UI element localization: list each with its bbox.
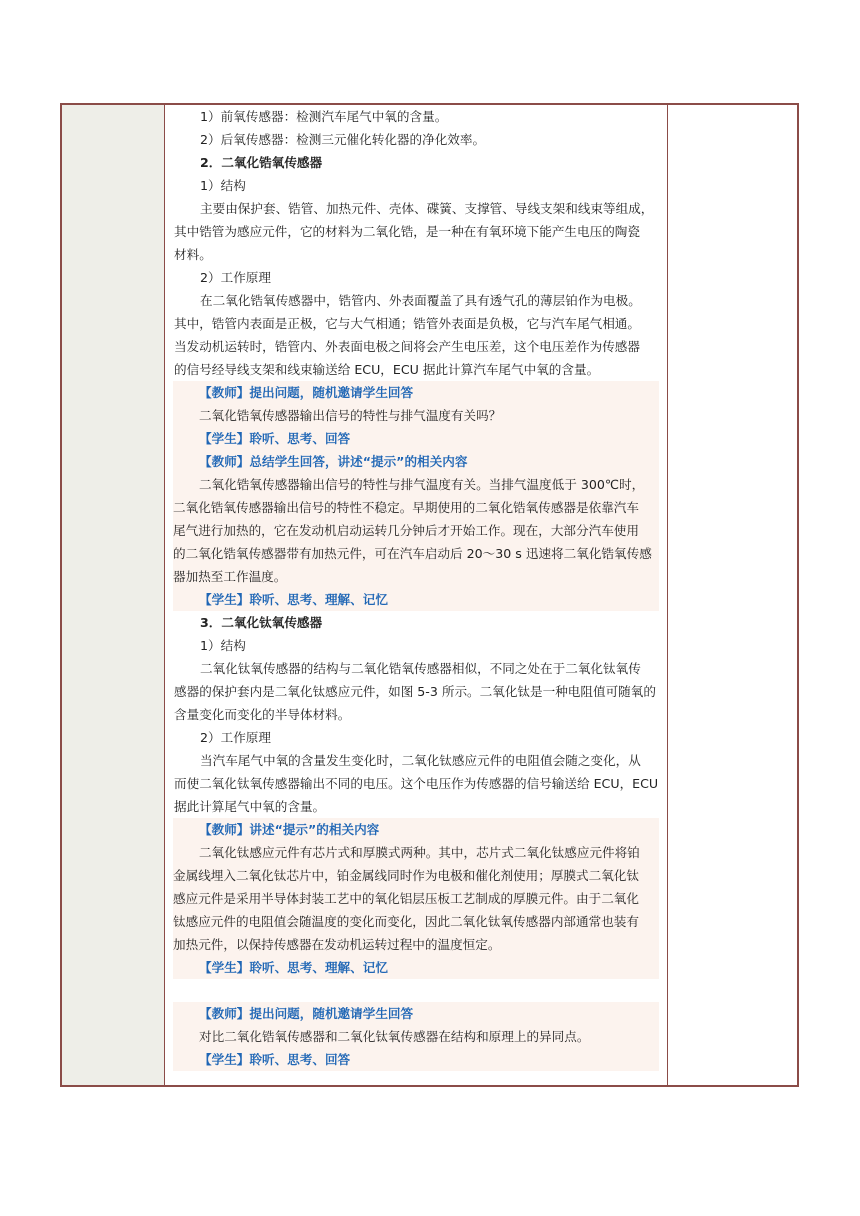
text-line: 二氧化钛氧传感器的结构与二氧化锆氧传感器相似，不同之处在于二氧化钛氧传 — [200, 661, 641, 676]
teacher-block — [173, 1002, 659, 1071]
text-line: 而使二氧化钛氧传感器输出不同的电压。这个电压作为传感器的信号输送给 ECU，ECU — [174, 776, 659, 791]
text-line: 主要由保护套、锆管、加热元件、壳体、碟簧、支撑管、导线支架和线束等组成， — [200, 201, 654, 216]
text-line: 金属线埋入二氧化钛芯片中，铂金属线同时作为电极和催化剂使用；厚膜式二氧化钛 — [173, 868, 639, 883]
teacher-label: 【教师】提出问题，随机邀请学生回答 — [199, 1006, 414, 1021]
student-label: 【学生】聆听、思考、回答 — [199, 431, 351, 446]
subheading: 1）结构 — [200, 178, 246, 193]
text-line: 其中锆管为感应元件，它的材料为二氧化锆，是一种在有氧环境下能产生电压的陶瓷 — [174, 224, 640, 239]
student-label: 【学生】聆听、思考、理解、记忆 — [199, 960, 388, 975]
text-line: 的二氧化锆氧传感器带有加热元件，可在汽车启动后 20～30 s 迅速将二氧化锆氧传感 — [173, 546, 652, 561]
text-line: 在二氧化锆氧传感器中，锆管内、外表面覆盖了具有透气孔的薄层铂作为电极。 — [200, 293, 641, 308]
teacher-label: 【教师】提出问题，随机邀请学生回答 — [199, 385, 414, 400]
text-line: 据此计算尾气中氧的含量。 — [174, 799, 326, 814]
text-line: 二氧化钛感应元件有芯片式和厚膜式两种。其中，芯片式二氧化钛感应元件将铂 — [199, 845, 640, 860]
left-column — [62, 105, 165, 1085]
text-line: 二氧化锆氧传感器输出信号的特性与排气温度有关吗？ — [199, 408, 502, 423]
text-line: 2）后氧传感器：检测三元催化转化器的净化效率。 — [200, 132, 486, 147]
subheading: 2）工作原理 — [200, 730, 271, 745]
subheading: 1）结构 — [200, 638, 246, 653]
section-heading: 2．二氧化锆氧传感器 — [200, 155, 323, 170]
text-line: 1）前氧传感器：检测汽车尾气中氧的含量。 — [200, 109, 448, 124]
text-line: 钛感应元件的电阻值会随温度的变化而变化，因此二氧化钛氧传感器内部通常也装有 — [173, 914, 639, 929]
text-line: 加热元件，以保持传感器在发动机运转过程中的温度恒定。 — [173, 937, 501, 952]
student-label: 【学生】聆听、思考、理解、记忆 — [199, 592, 388, 607]
text-line: 含量变化而变化的半导体材料。 — [174, 707, 351, 722]
content-column — [165, 105, 668, 1085]
text-line: 感应元件是采用半导体封装工艺中的氧化铝层压板工艺制成的厚膜元件。由于二氧化 — [173, 891, 639, 906]
text-line: 对比二氧化锆氧传感器和二氧化钛氧传感器在结构和原理上的异同点。 — [199, 1029, 590, 1044]
text-line: 其中，锆管内表面是正极，它与大气相通；锆管外表面是负极，它与汽车尾气相通。 — [174, 316, 640, 331]
text-line: 材料。 — [174, 247, 212, 262]
text-line: 感器的保护套内是二氧化钛感应元件，如图 5-3 所示。二氧化钛是一种电阻值可随氧的 — [174, 684, 656, 699]
text-line: 的信号经导线支架和线束输送给 ECU，ECU 据此计算汽车尾气中氧的含量。 — [174, 362, 600, 377]
subheading: 2）工作原理 — [200, 270, 271, 285]
teacher-label: 【教师】讲述“提示”的相关内容 — [199, 822, 380, 837]
right-column — [668, 105, 797, 1085]
section-heading: 3．二氧化钛氧传感器 — [200, 615, 323, 630]
teacher-label: 【教师】总结学生回答，讲述“提示”的相关内容 — [199, 454, 468, 469]
text-line: 尾气进行加热的，它在发动机启动运转几分钟后才开始工作。现在，大部分汽车使用 — [173, 523, 639, 538]
text-line: 当发动机运转时，锆管内、外表面电极之间将会产生电压差，这个电压差作为传感器 — [174, 339, 640, 354]
student-label: 【学生】聆听、思考、回答 — [199, 1052, 351, 1067]
lesson-table — [60, 103, 799, 1087]
text-line: 二氧化锆氧传感器输出信号的特性与排气温度有关。当排气温度低于 300℃时， — [199, 477, 645, 492]
teacher-block — [173, 818, 659, 979]
text-line: 器加热至工作温度。 — [173, 569, 287, 584]
teacher-block — [173, 381, 659, 611]
text-line: 当汽车尾气中氧的含量发生变化时，二氧化钛感应元件的电阻值会随之变化，从 — [200, 753, 641, 768]
text-line: 二氧化锆氧传感器输出信号的特性不稳定。早期使用的二氧化锆氧传感器是依靠汽车 — [173, 500, 639, 515]
spacer — [174, 979, 659, 1002]
